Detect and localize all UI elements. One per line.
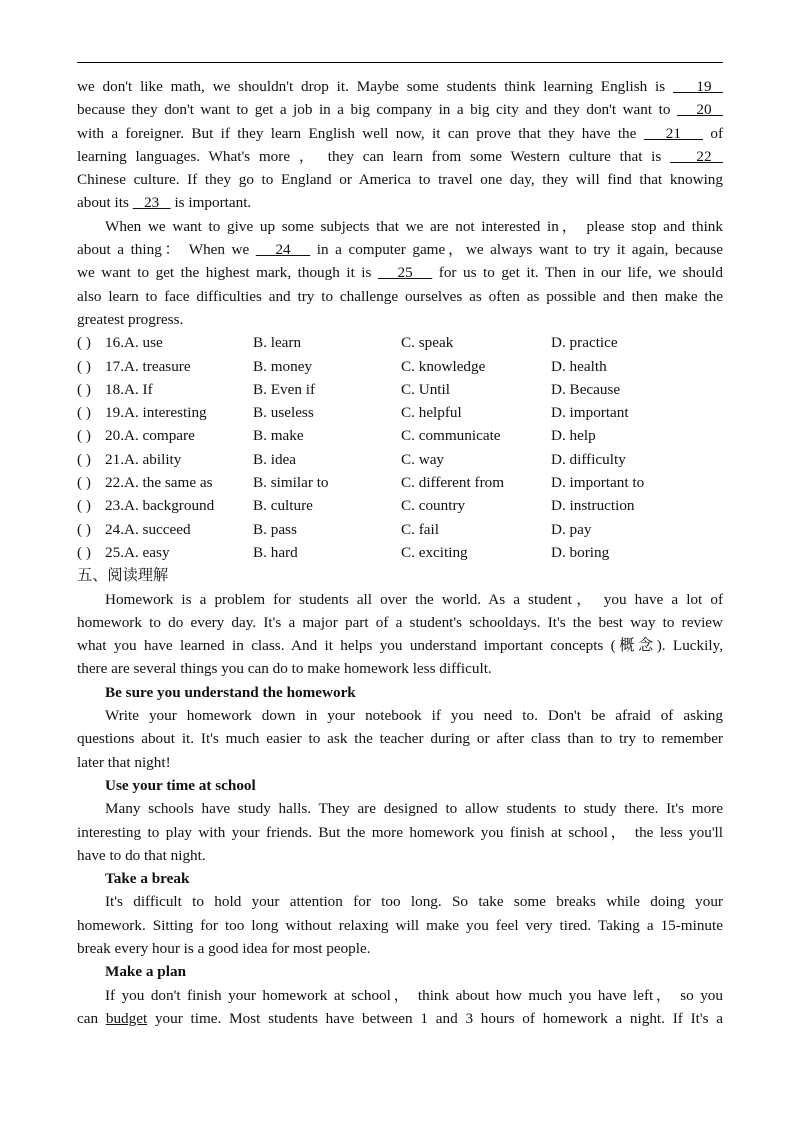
- passage-line: with a foreigner. But if they learn English well now, it can prove that they have the 21 of: [77, 124, 723, 142]
- option-a: 17.A. treasure: [105, 357, 191, 375]
- option-d: D. important to: [551, 474, 645, 492]
- paragraph-line: there are several things you can do to make homework less difficult.: [77, 660, 492, 678]
- option-b: B. idea: [253, 450, 297, 468]
- passage-line: greatest progress.: [77, 310, 184, 328]
- option-b: B. hard: [253, 543, 298, 561]
- blank-24: 24: [255, 241, 311, 259]
- question-row: [77, 518, 723, 541]
- answer-paren: ( ): [77, 543, 91, 561]
- option-c: C. helpful: [401, 404, 462, 422]
- paragraph-line: interesting to play with your friends. But the more homework you finish at school， the less you'll: [77, 823, 723, 841]
- option-d: D. difficulty: [551, 450, 626, 468]
- option-b: B. pass: [253, 520, 297, 538]
- option-a: 22.A. the same as: [105, 474, 213, 492]
- option-d: D. important: [551, 404, 629, 422]
- answer-paren: ( ): [77, 404, 91, 422]
- option-c: C. way: [401, 450, 445, 468]
- answer-paren: ( ): [77, 520, 91, 538]
- paragraph-line: It's difficult to hold your attention for too long. So take some breaks while doing your: [105, 893, 723, 911]
- answer-paren: ( ): [77, 427, 91, 445]
- paragraph-line: Write your homework down in your notebook if you need to. Don't be afraid of asking: [105, 707, 723, 725]
- answer-paren: ( ): [77, 474, 91, 492]
- passage-line: because they don't want to get a job in a big company in a big city and they don't want to 20: [77, 101, 723, 119]
- paragraph-line: later that night!: [77, 753, 171, 771]
- passage-line: we don't like math, we shouldn't drop it. Maybe some students think learning English is 19: [77, 78, 723, 95]
- blank-21: 21: [643, 124, 703, 142]
- option-d: D. help: [551, 427, 596, 445]
- subheading: Take a break: [105, 870, 190, 888]
- header-rule: [77, 62, 723, 63]
- question-row: [77, 355, 723, 378]
- option-b: B. useless: [253, 404, 314, 422]
- option-c: C. country: [401, 497, 466, 515]
- question-row: [77, 448, 723, 471]
- passage-line: we want to get the highest mark, though it is 25 for us to get it. Then in our life, we should: [77, 264, 723, 282]
- blank-23: 23: [132, 194, 171, 212]
- passage-line: When we want to give up some subjects that we are not interested in， please stop and think: [105, 217, 723, 235]
- question-row: [77, 424, 723, 447]
- option-a: 16.A. use: [105, 334, 163, 352]
- passage-line: about a thing： When we 24 in a computer game，we always want to try it again, because: [77, 241, 724, 259]
- answer-paren: ( ): [77, 334, 91, 352]
- option-d: D. Because: [551, 380, 621, 398]
- option-c: C. knowledge: [401, 357, 486, 375]
- option-b: B. Even if: [253, 380, 316, 398]
- option-a: 23.A. background: [105, 497, 215, 515]
- question-row: [77, 331, 723, 354]
- paragraph-line: homework. Sitting for too long without relaxing will make you feel very tired. Taking a 15-minute: [77, 916, 723, 934]
- question-row: [77, 471, 723, 494]
- underlined-word-budget: budget: [105, 1009, 148, 1027]
- option-a: 19.A. interesting: [105, 404, 207, 422]
- option-d: D. instruction: [551, 497, 635, 515]
- question-row: [77, 378, 723, 401]
- paragraph-line: have to do that night.: [77, 846, 206, 864]
- paragraph-line: can budget your time. Most students have between 1 and 3 hours of homework a night. If It's a: [77, 1009, 724, 1027]
- question-row: [77, 541, 723, 564]
- option-c: C. Until: [401, 380, 450, 398]
- paragraph-line: break every hour is a good idea for most people.: [77, 939, 371, 957]
- subheading: Use your time at school: [105, 776, 256, 794]
- option-c: C. communicate: [401, 427, 501, 445]
- option-a: 20.A. compare: [105, 427, 195, 445]
- answer-paren: ( ): [77, 497, 91, 515]
- page-content: [77, 75, 723, 1030]
- answer-paren: ( ): [77, 357, 91, 375]
- subheading: Be sure you understand the homework: [105, 683, 356, 701]
- section-heading: 五、阅读理解: [77, 567, 169, 585]
- option-b: B. make: [253, 427, 304, 445]
- passage-line: about its 23 is important.: [77, 194, 252, 212]
- blank-20: 20: [676, 101, 723, 119]
- option-b: B. learn: [253, 334, 302, 352]
- question-row: [77, 401, 723, 424]
- passage-line: learning languages. What's more ， they can learn from some Western culture that is 22: [77, 147, 723, 165]
- option-b: B. similar to: [253, 474, 329, 492]
- option-c: C. fail: [401, 520, 439, 538]
- answer-paren: ( ): [77, 380, 91, 398]
- option-c: C. exciting: [401, 543, 468, 561]
- paragraph-line: questions about it. It's much easier to ask the teacher during or after class than to try to remember: [77, 730, 723, 748]
- paragraph-line: If you don't finish your homework at school， think about how much you have left， so you: [105, 986, 723, 1004]
- question-row: [77, 494, 723, 517]
- option-c: C. different from: [401, 474, 505, 492]
- option-a: 18.A. If: [105, 380, 153, 398]
- option-b: B. culture: [253, 497, 313, 515]
- option-d: D. practice: [551, 334, 618, 352]
- option-d: D. health: [551, 357, 607, 375]
- option-b: B. money: [253, 357, 313, 375]
- passage-line: also learn to face difficulties and try to challenge ourselves as often as possible and then make the: [77, 287, 723, 305]
- paragraph-line: Many schools have study halls. They are designed to allow students to study there. It's more: [105, 800, 723, 818]
- option-a: 21.A. ability: [105, 450, 182, 468]
- paragraph-line: Homework is a problem for students all over the world. As a student， you have a lot of: [105, 590, 723, 608]
- paragraph-line: homework to do every day. It's a major part of a student's schooldays. It's the best way to review: [77, 613, 723, 631]
- passage-line: Chinese culture. If they go to England or America to travel one day, they will find that knowing: [77, 171, 723, 189]
- option-c: C. speak: [401, 334, 454, 352]
- blank-19: 19: [672, 78, 723, 95]
- subheading: Make a plan: [105, 963, 187, 981]
- option-d: D. boring: [551, 543, 610, 561]
- option-d: D. pay: [551, 520, 592, 538]
- blank-25: 25: [377, 264, 433, 282]
- option-a: 24.A. succeed: [105, 520, 191, 538]
- blank-22: 22: [670, 147, 723, 165]
- option-a: 25.A. easy: [105, 543, 170, 561]
- paragraph-line: what you have learned in class. And it helps you understand important concepts (概念). Luckily,: [77, 637, 723, 655]
- answer-paren: ( ): [77, 450, 91, 468]
